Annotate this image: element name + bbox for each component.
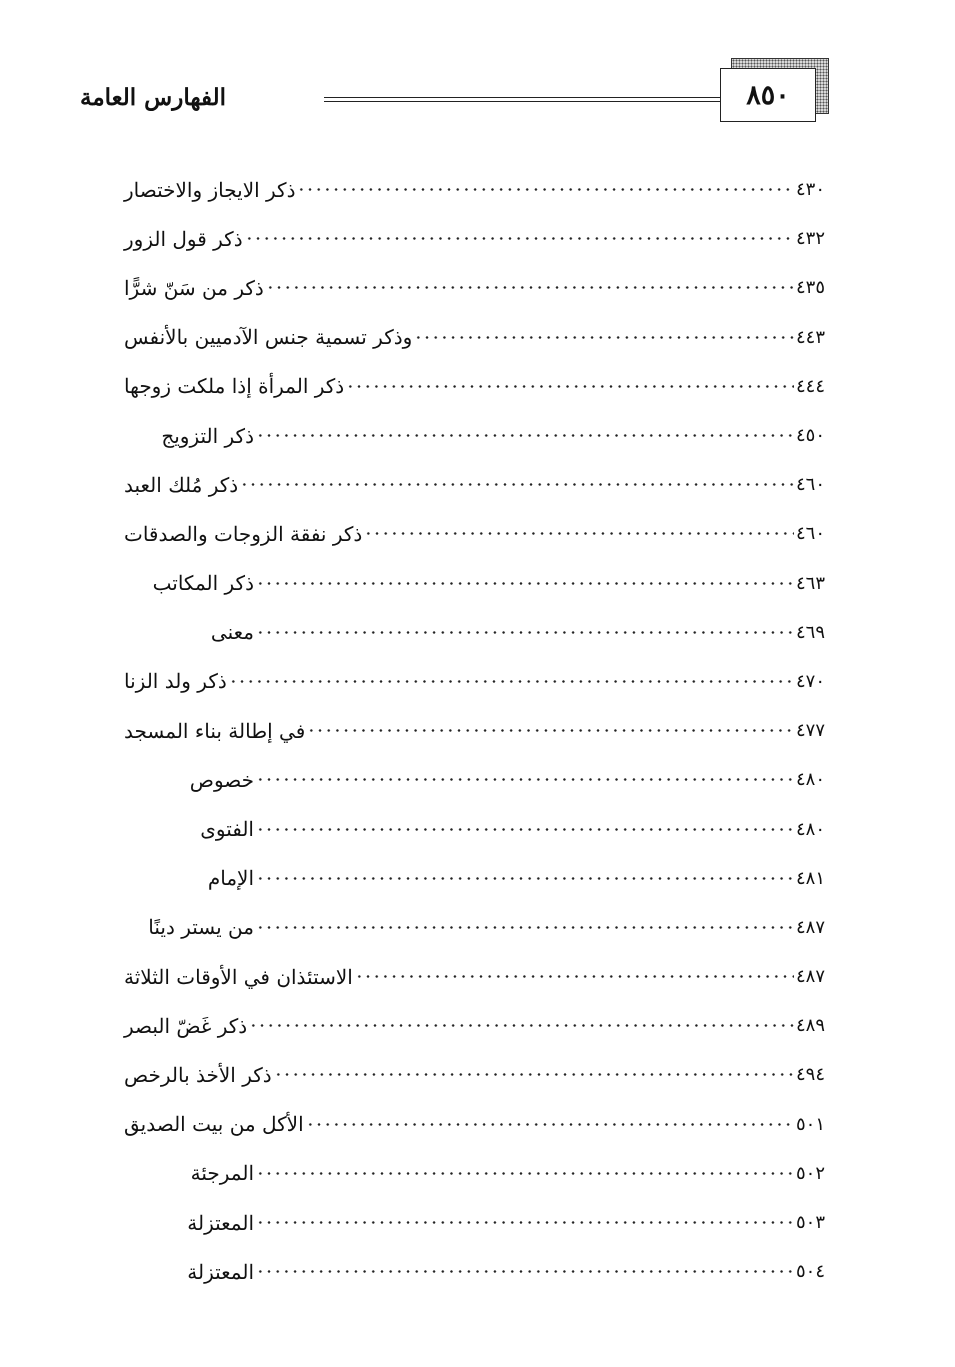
leader-dots bbox=[249, 1019, 794, 1033]
leader-dots bbox=[256, 871, 794, 885]
page-number: ٨٥٠ bbox=[746, 79, 790, 111]
toc-entry-title: من يستر دينًا bbox=[148, 915, 254, 940]
toc-entry bbox=[112, 214, 840, 263]
toc-entry bbox=[112, 460, 840, 509]
toc-entry-title: ذكر مُلك العبد bbox=[124, 472, 239, 497]
toc-entry-title: الإمام bbox=[207, 866, 254, 891]
toc-entry-title: ذكر الايجاز والاختصار bbox=[124, 177, 296, 202]
toc-entry bbox=[112, 952, 840, 1001]
toc-entry bbox=[112, 706, 840, 755]
toc-entry bbox=[112, 509, 840, 558]
toc-entry-page: ٤٨٩ bbox=[796, 1015, 826, 1037]
header-rule bbox=[324, 97, 720, 102]
toc-entry bbox=[112, 411, 840, 460]
toc-entry bbox=[112, 854, 840, 903]
toc-entry-page: ٤٥٠ bbox=[796, 425, 826, 447]
leader-dots bbox=[355, 970, 794, 984]
toc-entry-title: المرجئة bbox=[190, 1161, 254, 1186]
toc-entry-page: ٤٨٧ bbox=[796, 966, 826, 988]
leader-dots bbox=[245, 232, 794, 246]
toc-entry-page: ٥٠٤ bbox=[796, 1261, 826, 1283]
toc-entry-page: ٤٦٩ bbox=[796, 621, 826, 643]
leader-dots bbox=[306, 1117, 794, 1131]
leader-dots bbox=[229, 674, 794, 688]
toc-entry-title: ذكر الأخذ بالرخص bbox=[124, 1062, 272, 1087]
leader-dots bbox=[266, 281, 794, 295]
toc-entry bbox=[112, 1050, 840, 1099]
toc-entry-page: ٤٨٧ bbox=[796, 916, 826, 938]
leader-dots bbox=[307, 724, 794, 738]
toc-entry-page: ٤٩٤ bbox=[796, 1064, 826, 1086]
toc-entry-title: معنى bbox=[210, 620, 254, 645]
toc-entry-title: ذكر غَضّ البصر bbox=[124, 1013, 248, 1038]
toc-entry-title: ذكر التزويج bbox=[161, 423, 254, 448]
toc-entry-title: الاستئذان في الأوقات الثلاثة bbox=[124, 964, 353, 989]
toc-entry bbox=[112, 165, 840, 214]
toc-entry-page: ٤٣٥ bbox=[796, 277, 826, 299]
toc-entry-page: ٤٦٠ bbox=[796, 474, 826, 496]
leader-dots bbox=[256, 429, 794, 443]
leader-dots bbox=[256, 576, 794, 590]
toc-entry bbox=[112, 657, 840, 706]
toc-entry-page: ٤٦٣ bbox=[796, 572, 826, 594]
leader-dots bbox=[240, 478, 794, 492]
toc-entry bbox=[112, 755, 840, 804]
table-of-contents bbox=[112, 165, 840, 1296]
toc-entry bbox=[112, 263, 840, 312]
leader-dots bbox=[346, 379, 794, 393]
leader-dots bbox=[364, 527, 794, 541]
toc-entry bbox=[112, 1149, 840, 1198]
toc-entry-title: الفتوى bbox=[200, 817, 254, 842]
leader-dots bbox=[256, 773, 794, 787]
toc-entry-title: ذكر من سَنّ شرًّا bbox=[124, 275, 264, 300]
toc-entry bbox=[112, 608, 840, 657]
leader-dots bbox=[256, 1265, 794, 1279]
toc-entry-page: ٥٠٣ bbox=[796, 1212, 826, 1234]
toc-entry-title: المعتزلة bbox=[187, 1210, 254, 1235]
leader-dots bbox=[256, 625, 794, 639]
toc-entry-page: ٤٨٠ bbox=[796, 769, 826, 791]
toc-entry bbox=[112, 559, 840, 608]
toc-entry-title: المعتزلة bbox=[187, 1259, 254, 1284]
toc-entry-title: الأكل من بيت الصديق bbox=[124, 1112, 304, 1137]
toc-entry bbox=[112, 1001, 840, 1050]
toc-entry-page: ٤٤٤ bbox=[796, 375, 826, 397]
section-title: الفهارس العامة bbox=[80, 84, 226, 111]
leader-dots bbox=[256, 1216, 794, 1230]
toc-entry-page: ٤٤٣ bbox=[796, 326, 826, 348]
toc-entry-page: ٤٧٧ bbox=[796, 720, 826, 742]
toc-entry-title: وذكر تسمية جنس الآدميين بالأنفس bbox=[124, 325, 413, 350]
toc-entry-page: ٤٨١ bbox=[796, 867, 826, 889]
leader-dots bbox=[256, 822, 794, 836]
toc-entry-title: ذكر ولد الزنا bbox=[124, 669, 227, 694]
toc-entry bbox=[112, 362, 840, 411]
toc-entry-title: ذكر المكاتب bbox=[152, 571, 254, 596]
toc-entry-title: خصوص bbox=[189, 767, 254, 792]
page-number-box bbox=[720, 68, 816, 122]
toc-entry bbox=[112, 313, 840, 362]
toc-entry-page: ٤٧٠ bbox=[796, 670, 826, 692]
toc-entry-page: ٤٣٢ bbox=[796, 228, 826, 250]
leader-dots bbox=[256, 1166, 794, 1180]
toc-entry bbox=[112, 1100, 840, 1149]
toc-entry-page: ٥٠١ bbox=[796, 1113, 826, 1135]
toc-entry-page: ٤٨٠ bbox=[796, 818, 826, 840]
toc-entry-page: ٤٦٠ bbox=[796, 523, 826, 545]
leader-dots bbox=[274, 1068, 794, 1082]
leader-dots bbox=[256, 920, 794, 934]
toc-entry bbox=[112, 1198, 840, 1247]
toc-entry bbox=[112, 903, 840, 952]
toc-entry bbox=[112, 804, 840, 853]
toc-entry bbox=[112, 1247, 840, 1296]
toc-entry-page: ٥٠٢ bbox=[796, 1162, 826, 1184]
toc-entry-title: في إطالة بناء المسجد bbox=[124, 718, 306, 743]
leader-dots bbox=[414, 330, 794, 344]
toc-entry-page: ٤٣٠ bbox=[796, 179, 826, 201]
toc-entry-title: ذكر نفقة الزوجات والصدقات bbox=[124, 521, 363, 546]
toc-entry-title: ذكر قول الزور bbox=[124, 226, 243, 251]
leader-dots bbox=[297, 183, 794, 197]
toc-entry-title: ذكر المرأة إذا ملكت زوجها bbox=[124, 374, 345, 399]
